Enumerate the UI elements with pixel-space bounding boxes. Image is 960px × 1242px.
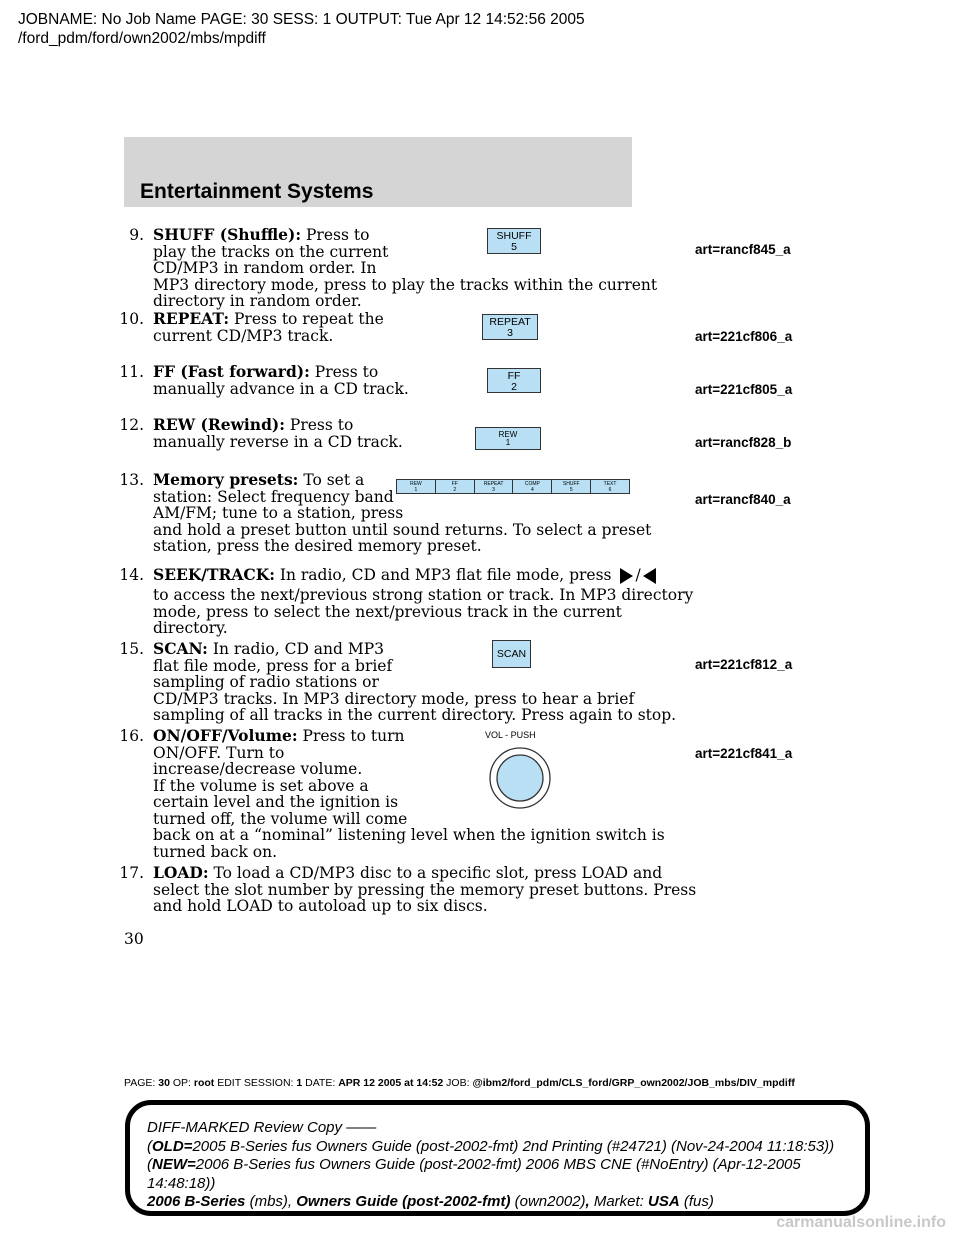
- job-header: [18, 10, 585, 48]
- item-label: FF (Fast forward):: [153, 362, 310, 381]
- diff-value: (fus): [679, 1193, 714, 1210]
- item-label: Memory presets:: [153, 470, 299, 489]
- button-art-number: 1: [505, 438, 511, 447]
- item-number: 16.: [119, 727, 144, 745]
- item-text: MP3 directory mode, press to play the tracks within the current: [153, 275, 658, 294]
- scan-button-art: [492, 640, 531, 668]
- watermark: carmanualsonline.info: [776, 1214, 946, 1231]
- footer-value: 1: [296, 1077, 303, 1089]
- preset-number: 6: [608, 487, 612, 493]
- item-volume: [153, 728, 665, 860]
- item-text: station: Select frequency band: [153, 487, 394, 506]
- item-seek-track: [153, 567, 693, 637]
- diff-value: 2005 B-Series fus Owners Guide (post-2002-fmt) 2nd Printing (#24721) (Nov-24-2004 11:18:53)): [192, 1137, 835, 1155]
- item-text: If the volume is set above a: [153, 776, 369, 795]
- item-label: LOAD:: [153, 863, 209, 882]
- button-art-label: SCAN: [496, 648, 527, 660]
- preset-name: TEXT: [603, 481, 617, 487]
- art-reference: art=rancf828_b: [695, 435, 792, 450]
- item-label: ON/OFF/Volume:: [153, 726, 298, 745]
- footer-value: 30: [158, 1077, 170, 1089]
- item-scan: [153, 641, 676, 724]
- diff-key: OLD=: [152, 1137, 193, 1155]
- preset-name: SHUFF: [562, 481, 580, 487]
- item-text: In radio, CD and MP3 flat file mode, press: [274, 566, 612, 584]
- preset-number: 5: [569, 487, 573, 493]
- preset-name: FF: [451, 481, 458, 487]
- item-text: CD/MP3 in random order. In: [153, 259, 377, 277]
- item-text: and hold a preset button until sound returns. To select a preset: [153, 520, 652, 539]
- item-number: 15.: [119, 640, 144, 658]
- item-text: and hold LOAD to autoload up to six discs.: [153, 897, 488, 915]
- paren: (: [147, 1156, 152, 1173]
- item-text: Press to: [284, 416, 354, 434]
- item-text: CD/MP3 tracks. In MP3 directory mode, press to hear a brief: [153, 689, 635, 708]
- volume-knob-icon: [483, 746, 557, 810]
- item-text: Press to: [301, 226, 370, 244]
- footer-key: PAGE:: [124, 1077, 159, 1089]
- footer-key: OP:: [169, 1077, 194, 1089]
- item-text: turned off, the volume will come: [153, 809, 408, 828]
- item-text: select the slot number by pressing the memory preset buttons. Press: [153, 880, 697, 899]
- footer-key: DATE:: [302, 1077, 339, 1089]
- diff-value: (mbs),: [245, 1193, 297, 1210]
- shuff-button-art: [487, 228, 541, 254]
- art-reference: art=221cf841_a: [695, 746, 793, 761]
- item-text: mode, press to select the next/previous track in the current: [153, 602, 622, 621]
- memory-presets-art: [396, 479, 630, 494]
- diff-value: 2006 B-Series fus Owners Guide (post-2002-fmt) 2006 MBS CNE (#NoEntry) (Apr-12-2005 14:48:18)): [147, 1156, 801, 1192]
- preset-cell: [397, 480, 436, 493]
- preset-number: 1: [414, 487, 418, 493]
- item-text: turned back on.: [153, 842, 278, 861]
- diff-value: ,: [585, 1193, 594, 1210]
- button-art-number: 5: [511, 241, 517, 253]
- separator: /: [635, 566, 641, 584]
- preset-number: 4: [531, 487, 534, 493]
- diff-value: USA: [648, 1193, 680, 1210]
- ff-button-art: [487, 368, 541, 393]
- item-number: 13.: [119, 471, 144, 489]
- item-text: to access the next/previous strong station or track. In MP3 directory: [153, 586, 694, 604]
- button-art-number: 3: [507, 327, 513, 339]
- button-art-label: REPEAT: [489, 316, 531, 328]
- item-label: SHUFF (Shuffle):: [153, 225, 302, 244]
- item-text: Press to turn: [297, 727, 405, 745]
- footer-value: root: [193, 1077, 215, 1089]
- print-footer: [124, 1077, 795, 1089]
- item-label: REW (Rewind):: [153, 415, 285, 434]
- button-art-number: 2: [511, 381, 517, 393]
- seek-next-icon: [620, 568, 633, 584]
- preset-cell: [552, 480, 591, 493]
- preset-number: 2: [453, 487, 457, 493]
- section-title: Entertainment Systems: [140, 180, 374, 203]
- item-text: current CD/MP3 track.: [153, 326, 334, 345]
- item-repeat: [153, 311, 384, 344]
- job-header-line2: /ford_pdm/ford/own2002/mbs/mpdiff: [18, 30, 266, 47]
- job-header-line1: JOBNAME: No Job Name PAGE: 30 SESS: 1 OUTPUT: Tue Apr 12 14:52:56 2005: [18, 11, 585, 28]
- item-number: 17.: [119, 864, 144, 882]
- item-load: [153, 865, 696, 915]
- preset-name: REPEAT: [483, 481, 504, 487]
- item-text: sampling of radio stations or: [153, 673, 379, 691]
- paren: (: [147, 1137, 152, 1155]
- item-label: REPEAT:: [153, 309, 230, 328]
- footer-value: @ibm2/ford_pdm/CLS_ford/GRP_own2002/JOB_mbs/DIV_mpdiff: [472, 1077, 795, 1089]
- preset-number: 3: [492, 487, 495, 493]
- diff-review-box: [125, 1100, 870, 1216]
- item-text: increase/decrease volume.: [153, 760, 363, 778]
- art-reference: art=221cf812_a: [695, 657, 793, 672]
- knob-label: VOL - PUSH: [485, 730, 536, 740]
- item-number: 10.: [119, 310, 144, 328]
- seek-previous-icon: [643, 568, 656, 584]
- page-number: 30: [124, 930, 144, 948]
- art-reference: art=221cf805_a: [695, 382, 793, 397]
- preset-cell: [475, 480, 514, 493]
- item-text: manually advance in a CD track.: [153, 379, 409, 398]
- item-text: To load a CD/MP3 disc to a specific slot, press LOAD and: [208, 864, 663, 882]
- repeat-button-art: [482, 314, 538, 340]
- item-text: directory.: [153, 619, 228, 637]
- preset-name: COMP: [524, 481, 540, 487]
- item-text: station, press the desired memory preset.: [153, 537, 482, 555]
- item-text: AM/FM; tune to a station, press: [153, 504, 404, 522]
- item-label: SCAN:: [153, 639, 208, 658]
- diff-old-line: [147, 1138, 865, 1157]
- item-number: 11.: [119, 363, 144, 381]
- item-text: Press to repeat the: [229, 310, 384, 328]
- art-reference: art=rancf845_a: [695, 242, 791, 257]
- footer-key: JOB:: [443, 1077, 473, 1089]
- art-reference: art=221cf806_a: [695, 329, 793, 344]
- item-label: SEEK/TRACK:: [153, 565, 275, 584]
- item-text: certain level and the ignition is: [153, 793, 399, 811]
- item-text: flat file mode, press for a brief: [153, 656, 393, 675]
- preset-cell: [436, 480, 475, 493]
- button-art-label: SHUFF: [496, 230, 532, 242]
- item-number: 14.: [119, 566, 144, 584]
- diff-value: (own2002): [510, 1193, 586, 1210]
- rew-button-art: [475, 427, 541, 450]
- diff-value: Owners Guide (post-2002-fmt): [296, 1193, 511, 1210]
- diff-summary-line: [147, 1193, 865, 1212]
- item-number: 9.: [129, 226, 144, 244]
- diff-value: 2006 B-Series: [147, 1193, 246, 1210]
- preset-cell: [513, 480, 552, 493]
- item-fast-forward: [153, 364, 409, 397]
- footer-value: APR 12 2005 at 14:52: [338, 1077, 444, 1089]
- footer-key: EDIT SESSION:: [214, 1077, 297, 1089]
- item-text: To set a: [298, 471, 365, 489]
- item-number: 12.: [119, 416, 144, 434]
- diff-new-line: [147, 1156, 865, 1193]
- item-text: manually reverse in a CD track.: [153, 432, 403, 451]
- item-shuffle: [153, 227, 657, 310]
- art-reference: art=rancf840_a: [695, 492, 791, 507]
- diff-title: DIFF-MARKED Review Copy ——: [147, 1119, 377, 1136]
- preset-name: REW: [410, 481, 422, 487]
- item-text: back on at a “nominal” listening level when the ignition switch is: [153, 826, 665, 844]
- preset-cell: [591, 480, 629, 493]
- item-text: play the tracks on the current: [153, 242, 389, 261]
- item-text: In radio, CD and MP3: [207, 640, 385, 658]
- item-text: Press to: [309, 363, 379, 381]
- button-art-label: REW: [498, 430, 518, 439]
- item-rewind: [153, 417, 403, 450]
- item-text: sampling of all tracks in the current directory. Press again to stop.: [153, 706, 677, 724]
- item-text: ON/OFF. Turn to: [153, 743, 285, 762]
- item-text: directory in random order.: [153, 292, 362, 310]
- diff-key: Market:: [593, 1193, 649, 1210]
- button-art-label: FF: [507, 370, 521, 382]
- diff-key: NEW=: [152, 1156, 196, 1173]
